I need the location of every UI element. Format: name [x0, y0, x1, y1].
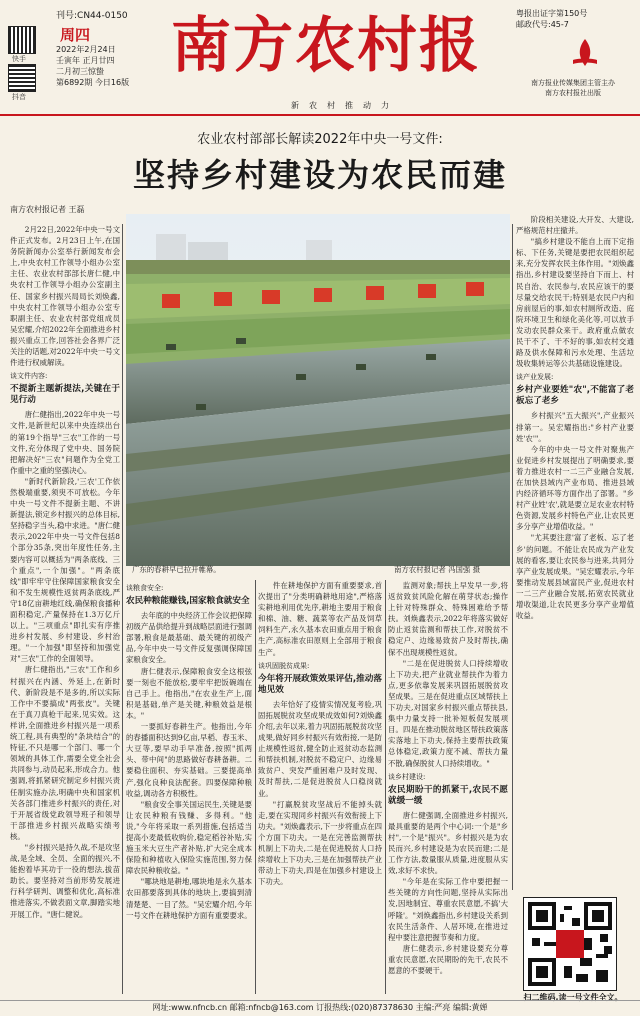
- article-column-1: [10, 224, 120, 994]
- paragraph: 去年底的中央经济工作会议把保障初级产品供给提升到战略层面进行强调部署,粮食是最基础、最关键的初级产品,今年中央一号文件反复强调保障国家粮食安全。: [126, 611, 252, 665]
- farmland-photo-illustration: [126, 214, 510, 566]
- postal-code: 邮政代号:45-7: [516, 20, 569, 29]
- paragraph: 件在耕地保护方面有重要要求,首次提出了"分类明确耕地用途",严格落实耕地利用优先序,耕地主要用于粮食和棉、油、糖、蔬菜等农产品及饲草饲料生产,永久基本农田重点用于粮食生产,高标准农田原则上全部用于粮食生产。: [258, 581, 382, 657]
- paragraph: "尤其要注意'富了老板、忘了老乡'的问题。不能让农民成为产业发展的看客,要让农民参与进来,共同分享产业发展成果。"吴宏耀表示,今年要推动发展县域富民产业,促进农村一二三产业融合发展,拓宽农民就业增收渠道,让农民更多分享产业增值收益。: [516, 533, 634, 621]
- farmland-photo: [126, 214, 510, 576]
- photo-caption: 广东的春耕早已拉开帷幕。: [132, 565, 221, 574]
- section-label: 谈巩固脱贫成果:: [258, 661, 310, 670]
- section-heading: 农民期盼干的抓紧干,农民不愿就缓一缓: [388, 784, 508, 806]
- solar-term-line: 二月初三惊蛰: [56, 67, 104, 76]
- douyin-label: 抖音: [12, 93, 26, 101]
- section-label: 谈乡村建设:: [388, 772, 426, 781]
- kuaishou-label: 快手: [12, 55, 26, 63]
- section-label: 谈产业发展:: [516, 373, 554, 382]
- column-rule: [122, 224, 123, 994]
- masthead-rule: [0, 114, 640, 116]
- section-heading: 乡村产业要姓"农",不能富了老板忘了老乡: [516, 385, 634, 407]
- weekday: 周四: [60, 26, 91, 44]
- douyin-qr-code: [8, 64, 36, 92]
- paragraph: 2月22日,2022年中央一号文件正式发布。2月23日上午,在国务院新闻办公室举行新闻发布会上,中央农村工作领导小组办公室主任、农业农村部部长唐仁健,中央农村工作领导小组办公室副主任、国家乡村振兴局局长刘焕鑫,中央农村工作领导小组办公室专职副主任、农业农村部党组成员吴宏耀,介绍2022年全面推进乡村振兴重点工作,回答社会各界广泛关注的话题,对2022年中央一号文件进行权威解读。: [10, 225, 120, 368]
- publisher-line: 南方报业传媒集团主管主办: [531, 79, 615, 87]
- paragraph: 去年恰好了疫情实情况复考验,巩固拓展脱贫攻坚成果成效如何?刘焕鑫介绍,去年以来,着力巩固拓展脱贫攻坚成果,做好同乡村振兴有效衔接,一是防止规模性返贫,健全防止返贫动态监测和帮扶机制,对脱贫不稳定户、边缘易致贫户、突发严重困难户及时发现、及时帮扶,二是促进脱贫人口稳岗就业。: [258, 699, 382, 798]
- column-rule: [385, 580, 386, 994]
- article-byline: 南方农村报记者 王磊: [10, 205, 85, 214]
- date-line: 2022年2月24日: [56, 45, 116, 54]
- paragraph: 唐仁健强调,全面推进乡村振兴,最具重要的是两个中心词:一个是"乡村",一个是"振兴"。乡村振兴是为农民而兴,乡村建设是为农民而建;二是工作方法,数量服从质量,进度服从实效,求好不求快。: [388, 810, 508, 876]
- section-label: 谈粮食安全:: [126, 584, 164, 592]
- license-info: [516, 8, 587, 30]
- paragraph: "打赢脱贫攻坚战后不能掉头就走,要在实现同乡村振兴有效衔接上下功夫。"刘焕鑫表示,下一步将重点在四个方面下功夫。一是在完善监测帮扶机制上下功夫,二是在促进脱贫人口持续增收上下功夫,三是在加强帮扶产业带动上下功夫,四是在加强乡村建设上下功夫。: [258, 799, 382, 887]
- article-headline: 坚持乡村建设为农民而建: [132, 156, 507, 194]
- paragraph: 一要抓好春耕生产。他指出,今年的春播面积达到9亿亩,早稻、春玉米、大豆等,要早动手早准备,按照"抓两头、带中间"的思路做好春耕备耕。二要稳住面积、夯实基础。三要提高单产,强化良种良法配套。四要保障种粮收益,调动各方积极性。: [126, 722, 252, 798]
- kuaishou-qr-code: [8, 26, 36, 54]
- photo-credit: 南方农村报记者 冯国强 摄: [394, 565, 480, 574]
- issue-line: 第6892期 今日16版: [56, 78, 130, 87]
- section-heading: 今年将开展政策效果评估,推动落地见效: [258, 673, 382, 695]
- section-heading: 农民种粮能赚钱,国家粮食就安全: [126, 596, 250, 607]
- paragraph: "今年是在实际工作中要把握一些关键的方向性问题,坚持从实际出发,因地制宜、尊重农民意愿,不搞'大呼隆'。"刘焕鑫指出,乡村建设关系到农民生活条件、人居环境,在推进过程中要注意把握节奏和力度。: [388, 877, 508, 942]
- qr-caption: 扫二维码,读一号文件全文。: [523, 993, 623, 1002]
- column-rule: [255, 580, 256, 994]
- slogan: 新农村推动力: [291, 101, 399, 110]
- paragraph: 唐仁健表示,保障粮食安全这根弦要一刻也不能放松,要牢牢把饭碗端在自己手上。他指出,"在农业生产上,面积是基础,单产是关键,种粮效益是根本。": [126, 666, 252, 720]
- qr-code-icon: [524, 898, 616, 990]
- paragraph: "乡村振兴是持久战,不是攻坚战,是全域、全员、全面的振兴,不能抱着毕其功于一役的想法,拔苗助长。要坚持对当前形势发展进行科学研判、调整和优化,高标准推进落实,不做表面文章,脚踏实地开展工作。"唐仁健说。: [10, 842, 120, 919]
- newspaper-title: 南方农村报: [171, 11, 481, 81]
- paragraph: 今年的中央一号文件对聚焦产业促进乡村发展提出了明确要求,要着力推进农村一二三产业融合发展,在加快县域内产业布局、推进县域内经济循环等方面作出了部署。"乡村产业姓'农',就是要立足农业农村特色资源,发展乡村特色产业,让农民更多分享产业增值收益。": [516, 444, 634, 532]
- article-subhead: 农业农村部部长解读2022年中央一号文件:: [197, 132, 443, 147]
- paragraph: "二是在促进脱贫人口持续增收上下功夫,把产业就业帮扶作为着力点,更多依靠发展来巩固拓展脱贫攻坚成果。三是在促进重点区域帮扶上下功夫,对国家乡村振兴重点帮扶县,集中力量支持一批补短板促发展项目。四是在推动脱贫地区帮扶政策落实落地上下功夫,保持主要帮扶政策总体稳定,政策力度不减、帮扶力量不散,确保脱贫人口持续增收。": [388, 658, 508, 768]
- article-column-4: [388, 580, 508, 994]
- paragraph: 监测对象;帮扶上早发早一步,将返贫致贫风险化解在萌芽状态;操作上针对特殊群众、特殊困难给予帮扶。刘焕鑫表示,2022年将落实做好防止返贫监测和帮扶工作,对脱贫不稳定户、边缘易致贫户及时帮扶,确保不出现规模性返贫。: [388, 581, 508, 657]
- document-qr-code[interactable]: [523, 897, 617, 991]
- column-rule: [512, 224, 513, 890]
- paragraph: 唐仁健表示,乡村建设要充分尊重农民意愿,农民期盼的先干,农民不愿意的不要硬干。: [388, 943, 508, 975]
- publisher-info: [512, 78, 634, 98]
- issn-label: 刊号:CN44-0150: [56, 11, 128, 21]
- article-column-2: [126, 580, 252, 994]
- article-column-3: [258, 580, 382, 994]
- paragraph: 唐仁健指出,"三农"工作和乡村振兴在内涵、外延上,在新时代、新阶段是不是多的,所以实际工作中不要搞成"两张皮"。关键在于真刀真枪干起来,见实效。这样讲,全面推进乡村振兴是一项系统工程,具有典型的"条块结合"的特征,不只是哪一个部门、哪一个领域的具体工作,需要全党全社会共同参与,动员起来,形成合力。他强调,将抓紧研究制定乡村振兴责任制实施办法,明确中央和国家机关各部门推进乡村振兴的责任,对于开展省级党政领导班子和领导干部推进乡村振兴战略实绩考核。: [10, 665, 120, 841]
- paragraph: 阶段相关建设,大开发、大建设,严格规范村庄撤并。: [516, 215, 634, 236]
- paragraph: 乡村振兴"五大振兴",产业振兴排第一。吴宏耀指出:"乡村产业要姓'农'"。: [516, 411, 634, 443]
- date-info: [56, 44, 129, 88]
- group-logo-icon: [568, 36, 602, 70]
- article-column-5: [516, 214, 634, 890]
- license-number: 粤报出证字第150号: [516, 9, 588, 18]
- section-heading: 不提新主题新提法,关键在于见行动: [10, 384, 120, 406]
- page-footer: 网址:www.nfncb.cn 邮箱:nfncb@163.com 订报热线:(020)87378630 主编:严亮 编辑:黄婵: [0, 1000, 640, 1015]
- paragraph: "搞乡村建设不能自上而下定指标、下任务,关键是要把农民组织起来,充分发挥农民主体作用。"刘焕鑫指出,乡村建设要坚持自下而上、村民自治、农民参与,农民应该干的要尽量交给农民干;特别是农民户内和房前屋后的事,如农村厕所改造、庭院环境卫生和绿化美化等,可以放手发动农民群众来干。政府重点做农民干不了、干不好的事,如农村交通路及供水保障和污水处理、生活垃圾收集转运等公共基础设施建设。: [516, 237, 634, 369]
- paragraph: 唐仁健指出,2022年中央一号文件,是新世纪以来中央连续出台的第19个指导"三农"工作的一号文件,充分体现了党中央、国务院把解决好"三农"问题作为全党工作重中之重的坚强决心。: [10, 410, 120, 475]
- paragraph: "新时代新阶段,'三农'工作依然极端重要,须臾不可放松。今年中央一号文件不提新主题、不讲新提法,锁定乡村振兴的总体目标,坚持稳字当头,稳中求进。"唐仁健表示,2022年中央一号文件包括8个部分35条,突出年度性任务,主要内容可以概括为"两条底线、三个重点",一个加强"。"两条底线"即牢牢守住保障国家粮食安全和不发生规模性返贫两条底线,严守18亿亩耕地红线,确保粮食播种面积稳定,产量保持在1.3万亿斤以上。"三项重点"即扎实有序推进乡村发展、乡村建设、乡村治理。"一个加强"即坚持和加强党对"三农"工作的全面领导。: [10, 476, 120, 664]
- masthead: [0, 0, 640, 118]
- lunar-date-line: 壬寅年 正月廿四: [56, 56, 115, 65]
- publisher-line-2: 南方农村报社出版: [545, 89, 601, 97]
- section-label: 谈文件内容:: [10, 372, 48, 381]
- paragraph: "粮食安全事关国运民生,关键是要让农民种粮有钱赚、多得利。"他说,"今年将采取一系列措施,包括适当提高小麦最低收购价,稳定稻谷补贴,实施玉米大豆生产者补贴,扩大完全成本保险和种植收入保险实施范围,努力保障农民种粮收益。": [126, 799, 252, 876]
- paragraph: "哪块地是耕地,哪块地是永久基本农田都要落到具体的地块上,要搞到清清楚楚、一目了然。"吴宏耀介绍,今年一号文件在耕地保护方面有重要要求。: [126, 877, 252, 920]
